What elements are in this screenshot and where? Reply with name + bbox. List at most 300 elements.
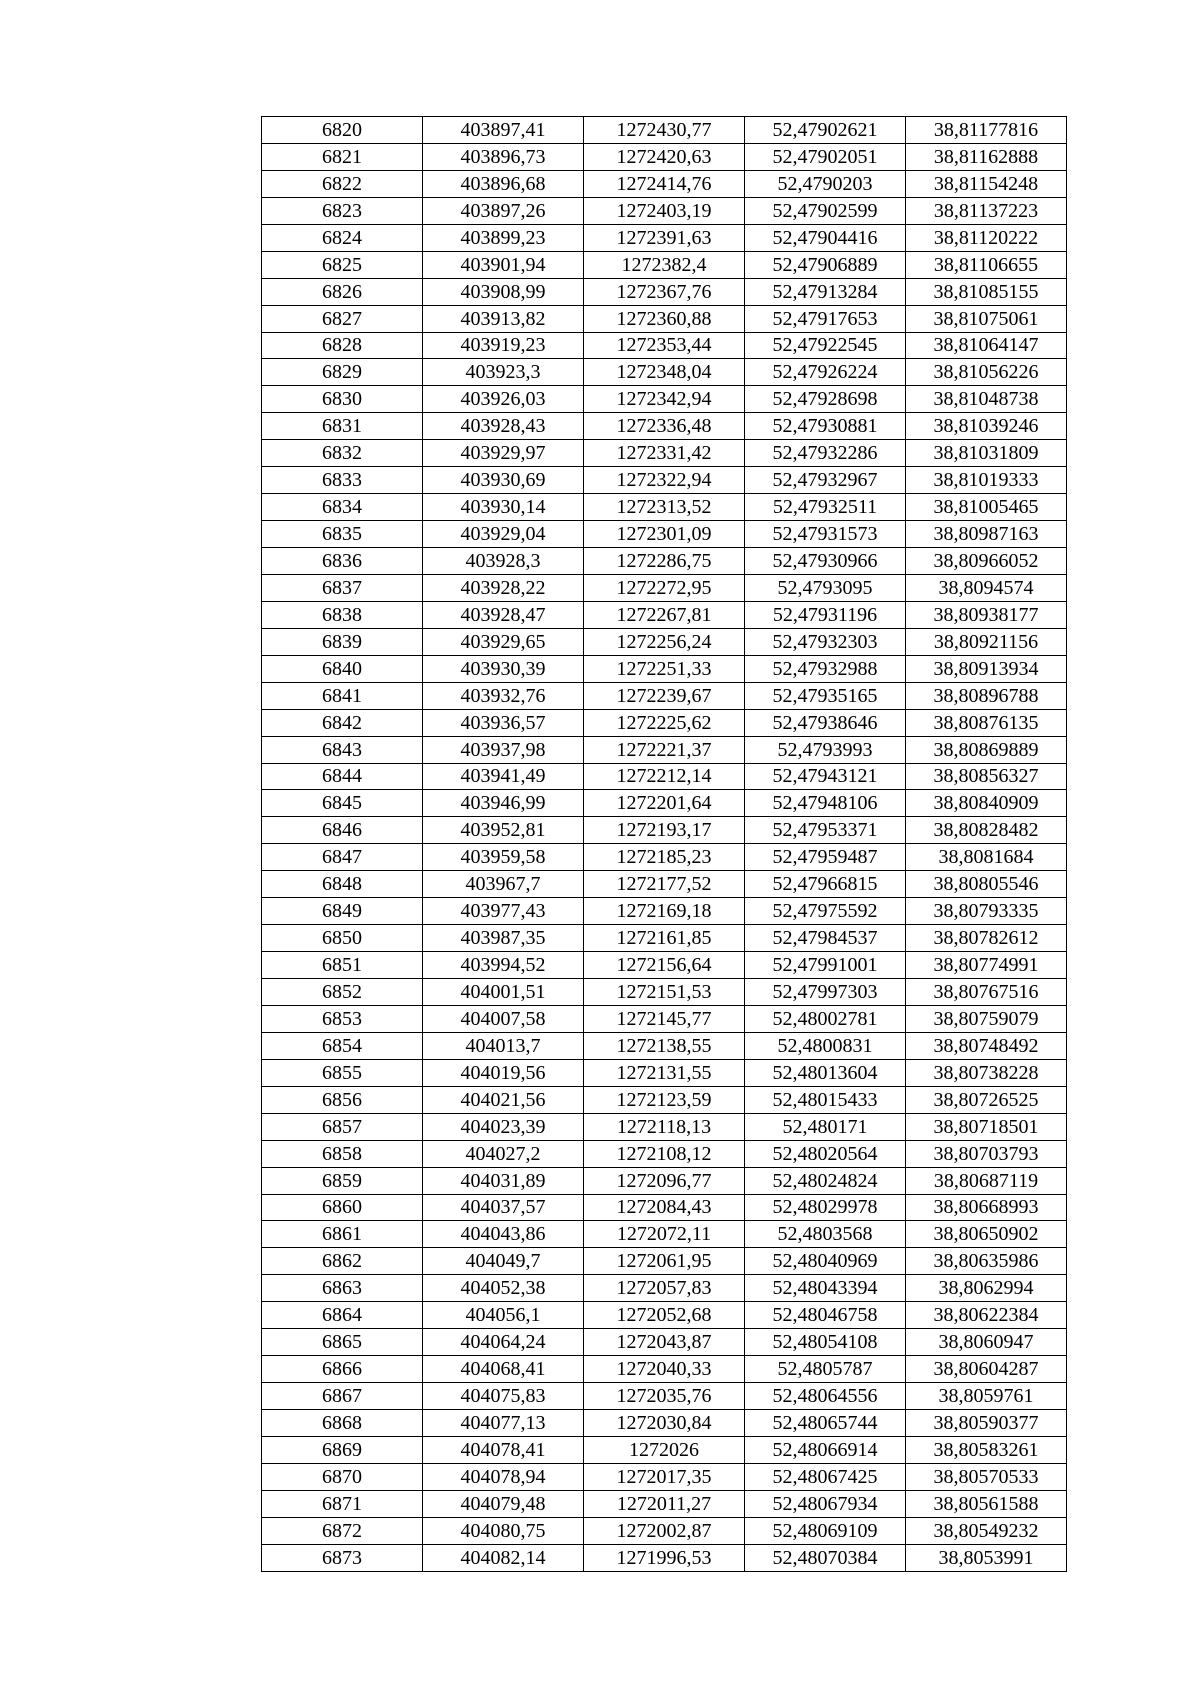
point-number-cell: 6870	[262, 1463, 423, 1490]
longitude-cell: 38,80840909	[906, 790, 1067, 817]
point-number-cell: 6871	[262, 1490, 423, 1517]
longitude-cell: 38,80938177	[906, 601, 1067, 628]
latitude-cell: 52,4800831	[745, 1032, 906, 1059]
longitude-cell: 38,80774991	[906, 952, 1067, 979]
y-coordinate-cell: 1272084,43	[584, 1194, 745, 1221]
y-coordinate-cell: 1272360,88	[584, 305, 745, 332]
table-row	[262, 1194, 1067, 1221]
table-row	[262, 548, 1067, 575]
x-coordinate-cell: 403994,52	[423, 952, 584, 979]
x-coordinate-cell: 404027,2	[423, 1140, 584, 1167]
y-coordinate-cell: 1272123,59	[584, 1086, 745, 1113]
x-coordinate-cell: 403926,03	[423, 386, 584, 413]
table-row	[262, 1517, 1067, 1544]
table-row	[262, 170, 1067, 197]
table-row	[262, 1086, 1067, 1113]
y-coordinate-cell: 1272052,68	[584, 1302, 745, 1329]
point-number-cell: 6866	[262, 1356, 423, 1383]
point-number-cell: 6847	[262, 844, 423, 871]
point-number-cell: 6845	[262, 790, 423, 817]
point-number-cell: 6873	[262, 1544, 423, 1571]
table-row	[262, 763, 1067, 790]
point-number-cell: 6858	[262, 1140, 423, 1167]
y-coordinate-cell: 1272201,64	[584, 790, 745, 817]
latitude-cell: 52,48013604	[745, 1059, 906, 1086]
longitude-cell: 38,81085155	[906, 278, 1067, 305]
point-number-cell: 6859	[262, 1167, 423, 1194]
point-number-cell: 6854	[262, 1032, 423, 1059]
table-row	[262, 709, 1067, 736]
point-number-cell: 6855	[262, 1059, 423, 1086]
point-number-cell: 6838	[262, 601, 423, 628]
x-coordinate-cell: 404049,7	[423, 1248, 584, 1275]
x-coordinate-cell: 403913,82	[423, 305, 584, 332]
latitude-cell: 52,47913284	[745, 278, 906, 305]
longitude-cell: 38,81120222	[906, 224, 1067, 251]
latitude-cell: 52,47902599	[745, 197, 906, 224]
latitude-cell: 52,48066914	[745, 1436, 906, 1463]
latitude-cell: 52,47931573	[745, 521, 906, 548]
longitude-cell: 38,80856327	[906, 763, 1067, 790]
x-coordinate-cell: 403952,81	[423, 817, 584, 844]
latitude-cell: 52,47906889	[745, 251, 906, 278]
table-row	[262, 521, 1067, 548]
latitude-cell: 52,47926224	[745, 359, 906, 386]
longitude-cell: 38,80650902	[906, 1221, 1067, 1248]
latitude-cell: 52,47932988	[745, 655, 906, 682]
point-number-cell: 6837	[262, 574, 423, 601]
x-coordinate-cell: 404078,41	[423, 1436, 584, 1463]
point-number-cell: 6850	[262, 925, 423, 952]
latitude-cell: 52,47931196	[745, 601, 906, 628]
table-row	[262, 224, 1067, 251]
table-row	[262, 1248, 1067, 1275]
latitude-cell: 52,48064556	[745, 1383, 906, 1410]
table-row	[262, 1490, 1067, 1517]
table-row	[262, 1113, 1067, 1140]
latitude-cell: 52,47943121	[745, 763, 906, 790]
point-number-cell: 6842	[262, 709, 423, 736]
point-number-cell: 6825	[262, 251, 423, 278]
latitude-cell: 52,48002781	[745, 1005, 906, 1032]
x-coordinate-cell: 404075,83	[423, 1383, 584, 1410]
x-coordinate-cell: 403897,41	[423, 117, 584, 144]
latitude-cell: 52,47966815	[745, 871, 906, 898]
longitude-cell: 38,80828482	[906, 817, 1067, 844]
longitude-cell: 38,80921156	[906, 628, 1067, 655]
point-number-cell: 6852	[262, 979, 423, 1006]
longitude-cell: 38,8060947	[906, 1329, 1067, 1356]
table-row	[262, 817, 1067, 844]
x-coordinate-cell: 404077,13	[423, 1410, 584, 1437]
table-row	[262, 574, 1067, 601]
x-coordinate-cell: 403987,35	[423, 925, 584, 952]
x-coordinate-cell: 404031,89	[423, 1167, 584, 1194]
y-coordinate-cell: 1272185,23	[584, 844, 745, 871]
longitude-cell: 38,80604287	[906, 1356, 1067, 1383]
point-number-cell: 6860	[262, 1194, 423, 1221]
table-row	[262, 898, 1067, 925]
longitude-cell: 38,80622384	[906, 1302, 1067, 1329]
latitude-cell: 52,47917653	[745, 305, 906, 332]
x-coordinate-cell: 403930,39	[423, 655, 584, 682]
point-number-cell: 6864	[262, 1302, 423, 1329]
latitude-cell: 52,47953371	[745, 817, 906, 844]
point-number-cell: 6872	[262, 1517, 423, 1544]
point-number-cell: 6856	[262, 1086, 423, 1113]
longitude-cell: 38,80805546	[906, 871, 1067, 898]
longitude-cell: 38,80703793	[906, 1140, 1067, 1167]
longitude-cell: 38,80876135	[906, 709, 1067, 736]
x-coordinate-cell: 404078,94	[423, 1463, 584, 1490]
x-coordinate-cell: 403897,26	[423, 197, 584, 224]
y-coordinate-cell: 1272017,35	[584, 1463, 745, 1490]
x-coordinate-cell: 403923,3	[423, 359, 584, 386]
latitude-cell: 52,48015433	[745, 1086, 906, 1113]
y-coordinate-cell: 1272391,63	[584, 224, 745, 251]
x-coordinate-cell: 403896,73	[423, 143, 584, 170]
longitude-cell: 38,81056226	[906, 359, 1067, 386]
y-coordinate-cell: 1272030,84	[584, 1410, 745, 1437]
longitude-cell: 38,8059761	[906, 1383, 1067, 1410]
point-number-cell: 6841	[262, 682, 423, 709]
latitude-cell: 52,47997303	[745, 979, 906, 1006]
longitude-cell: 38,81106655	[906, 251, 1067, 278]
x-coordinate-cell: 403936,57	[423, 709, 584, 736]
point-number-cell: 6851	[262, 952, 423, 979]
y-coordinate-cell: 1272322,94	[584, 467, 745, 494]
longitude-cell: 38,80561588	[906, 1490, 1067, 1517]
latitude-cell: 52,4803568	[745, 1221, 906, 1248]
x-coordinate-cell: 403901,94	[423, 251, 584, 278]
latitude-cell: 52,47930966	[745, 548, 906, 575]
longitude-cell: 38,80687119	[906, 1167, 1067, 1194]
longitude-cell: 38,80726525	[906, 1086, 1067, 1113]
y-coordinate-cell: 1272035,76	[584, 1383, 745, 1410]
x-coordinate-cell: 404082,14	[423, 1544, 584, 1571]
latitude-cell: 52,4790203	[745, 170, 906, 197]
longitude-cell: 38,80869889	[906, 736, 1067, 763]
y-coordinate-cell: 1272043,87	[584, 1329, 745, 1356]
latitude-cell: 52,47932286	[745, 440, 906, 467]
table-row	[262, 790, 1067, 817]
latitude-cell: 52,47904416	[745, 224, 906, 251]
y-coordinate-cell: 1272057,83	[584, 1275, 745, 1302]
longitude-cell: 38,81075061	[906, 305, 1067, 332]
longitude-cell: 38,80549232	[906, 1517, 1067, 1544]
table-row	[262, 736, 1067, 763]
x-coordinate-cell: 403930,14	[423, 494, 584, 521]
x-coordinate-cell: 404007,58	[423, 1005, 584, 1032]
y-coordinate-cell: 1272251,33	[584, 655, 745, 682]
latitude-cell: 52,48070384	[745, 1544, 906, 1571]
x-coordinate-cell: 404037,57	[423, 1194, 584, 1221]
y-coordinate-cell: 1272367,76	[584, 278, 745, 305]
longitude-cell: 38,81048738	[906, 386, 1067, 413]
point-number-cell: 6823	[262, 197, 423, 224]
table-row	[262, 628, 1067, 655]
x-coordinate-cell: 404021,56	[423, 1086, 584, 1113]
longitude-cell: 38,8062994	[906, 1275, 1067, 1302]
point-number-cell: 6829	[262, 359, 423, 386]
y-coordinate-cell: 1272118,13	[584, 1113, 745, 1140]
y-coordinate-cell: 1272342,94	[584, 386, 745, 413]
table-row	[262, 925, 1067, 952]
y-coordinate-cell: 1272138,55	[584, 1032, 745, 1059]
y-coordinate-cell: 1272420,63	[584, 143, 745, 170]
point-number-cell: 6844	[262, 763, 423, 790]
point-number-cell: 6849	[262, 898, 423, 925]
y-coordinate-cell: 1272156,64	[584, 952, 745, 979]
table-row	[262, 1140, 1067, 1167]
table-row	[262, 305, 1067, 332]
point-number-cell: 6863	[262, 1275, 423, 1302]
table-row	[262, 1221, 1067, 1248]
y-coordinate-cell: 1272414,76	[584, 170, 745, 197]
y-coordinate-cell: 1272212,14	[584, 763, 745, 790]
table-row	[262, 1329, 1067, 1356]
y-coordinate-cell: 1272061,95	[584, 1248, 745, 1275]
y-coordinate-cell: 1272169,18	[584, 898, 745, 925]
y-coordinate-cell: 1272353,44	[584, 332, 745, 359]
point-number-cell: 6840	[262, 655, 423, 682]
table-row	[262, 1005, 1067, 1032]
table-row	[262, 332, 1067, 359]
table-row	[262, 1059, 1067, 1086]
table-row	[262, 1167, 1067, 1194]
table-row	[262, 440, 1067, 467]
x-coordinate-cell: 404064,24	[423, 1329, 584, 1356]
x-coordinate-cell: 403928,22	[423, 574, 584, 601]
table-row	[262, 386, 1067, 413]
longitude-cell: 38,80896788	[906, 682, 1067, 709]
table-row	[262, 1410, 1067, 1437]
latitude-cell: 52,47932303	[745, 628, 906, 655]
y-coordinate-cell: 1272002,87	[584, 1517, 745, 1544]
y-coordinate-cell: 1272313,52	[584, 494, 745, 521]
latitude-cell: 52,47902621	[745, 117, 906, 144]
table-row	[262, 1383, 1067, 1410]
point-number-cell: 6865	[262, 1329, 423, 1356]
point-number-cell: 6828	[262, 332, 423, 359]
x-coordinate-cell: 403928,43	[423, 413, 584, 440]
y-coordinate-cell: 1272348,04	[584, 359, 745, 386]
latitude-cell: 52,47922545	[745, 332, 906, 359]
y-coordinate-cell: 1272161,85	[584, 925, 745, 952]
latitude-cell: 52,47928698	[745, 386, 906, 413]
table-row	[262, 1302, 1067, 1329]
x-coordinate-cell: 403930,69	[423, 467, 584, 494]
table-row	[262, 251, 1067, 278]
x-coordinate-cell: 403946,99	[423, 790, 584, 817]
longitude-cell: 38,80987163	[906, 521, 1067, 548]
y-coordinate-cell: 1272382,4	[584, 251, 745, 278]
x-coordinate-cell: 403896,68	[423, 170, 584, 197]
table-row	[262, 413, 1067, 440]
longitude-cell: 38,81162888	[906, 143, 1067, 170]
point-number-cell: 6821	[262, 143, 423, 170]
point-number-cell: 6868	[262, 1410, 423, 1437]
table-row	[262, 844, 1067, 871]
x-coordinate-cell: 404080,75	[423, 1517, 584, 1544]
y-coordinate-cell: 1272301,09	[584, 521, 745, 548]
latitude-cell: 52,47930881	[745, 413, 906, 440]
longitude-cell: 38,8081684	[906, 844, 1067, 871]
longitude-cell: 38,80793335	[906, 898, 1067, 925]
y-coordinate-cell: 1272239,67	[584, 682, 745, 709]
point-number-cell: 6869	[262, 1436, 423, 1463]
table-row	[262, 117, 1067, 144]
longitude-cell: 38,81177816	[906, 117, 1067, 144]
point-number-cell: 6822	[262, 170, 423, 197]
y-coordinate-cell: 1272193,17	[584, 817, 745, 844]
latitude-cell: 52,48043394	[745, 1275, 906, 1302]
latitude-cell: 52,47975592	[745, 898, 906, 925]
latitude-cell: 52,47935165	[745, 682, 906, 709]
latitude-cell: 52,47932511	[745, 494, 906, 521]
longitude-cell: 38,81154248	[906, 170, 1067, 197]
longitude-cell: 38,81137223	[906, 197, 1067, 224]
latitude-cell: 52,48029978	[745, 1194, 906, 1221]
longitude-cell: 38,80748492	[906, 1032, 1067, 1059]
x-coordinate-cell: 404079,48	[423, 1490, 584, 1517]
table-row	[262, 979, 1067, 1006]
longitude-cell: 38,8094574	[906, 574, 1067, 601]
x-coordinate-cell: 404013,7	[423, 1032, 584, 1059]
latitude-cell: 52,480171	[745, 1113, 906, 1140]
x-coordinate-cell: 403929,65	[423, 628, 584, 655]
longitude-cell: 38,81019333	[906, 467, 1067, 494]
latitude-cell: 52,47948106	[745, 790, 906, 817]
point-number-cell: 6843	[262, 736, 423, 763]
point-number-cell: 6820	[262, 117, 423, 144]
latitude-cell: 52,4793095	[745, 574, 906, 601]
longitude-cell: 38,81031809	[906, 440, 1067, 467]
longitude-cell: 38,80718501	[906, 1113, 1067, 1140]
table-row	[262, 494, 1067, 521]
x-coordinate-cell: 404043,86	[423, 1221, 584, 1248]
table-row	[262, 601, 1067, 628]
table-row	[262, 467, 1067, 494]
latitude-cell: 52,48065744	[745, 1410, 906, 1437]
x-coordinate-cell: 403977,43	[423, 898, 584, 925]
longitude-cell: 38,80782612	[906, 925, 1067, 952]
x-coordinate-cell: 403928,47	[423, 601, 584, 628]
table-row	[262, 1544, 1067, 1571]
point-number-cell: 6836	[262, 548, 423, 575]
y-coordinate-cell: 1272225,62	[584, 709, 745, 736]
y-coordinate-cell: 1272131,55	[584, 1059, 745, 1086]
latitude-cell: 52,48046758	[745, 1302, 906, 1329]
point-number-cell: 6839	[262, 628, 423, 655]
x-coordinate-cell: 404052,38	[423, 1275, 584, 1302]
longitude-cell: 38,80590377	[906, 1410, 1067, 1437]
y-coordinate-cell: 1272096,77	[584, 1167, 745, 1194]
table-row	[262, 359, 1067, 386]
table-row	[262, 871, 1067, 898]
x-coordinate-cell: 403908,99	[423, 278, 584, 305]
point-number-cell: 6857	[262, 1113, 423, 1140]
y-coordinate-cell: 1272430,77	[584, 117, 745, 144]
longitude-cell: 38,80966052	[906, 548, 1067, 575]
point-number-cell: 6862	[262, 1248, 423, 1275]
point-number-cell: 6835	[262, 521, 423, 548]
y-coordinate-cell: 1272256,24	[584, 628, 745, 655]
longitude-cell: 38,80583261	[906, 1436, 1067, 1463]
point-number-cell: 6832	[262, 440, 423, 467]
point-number-cell: 6830	[262, 386, 423, 413]
longitude-cell: 38,80767516	[906, 979, 1067, 1006]
longitude-cell: 38,80738228	[906, 1059, 1067, 1086]
table-row	[262, 1436, 1067, 1463]
latitude-cell: 52,48069109	[745, 1517, 906, 1544]
y-coordinate-cell: 1272151,53	[584, 979, 745, 1006]
x-coordinate-cell: 403929,04	[423, 521, 584, 548]
table-row	[262, 143, 1067, 170]
longitude-cell: 38,81064147	[906, 332, 1067, 359]
y-coordinate-cell: 1272026	[584, 1436, 745, 1463]
y-coordinate-cell: 1272145,77	[584, 1005, 745, 1032]
x-coordinate-cell: 404068,41	[423, 1356, 584, 1383]
latitude-cell: 52,48067934	[745, 1490, 906, 1517]
x-coordinate-cell: 403899,23	[423, 224, 584, 251]
table-row	[262, 1356, 1067, 1383]
x-coordinate-cell: 403937,98	[423, 736, 584, 763]
point-number-cell: 6834	[262, 494, 423, 521]
latitude-cell: 52,47938646	[745, 709, 906, 736]
latitude-cell: 52,47932967	[745, 467, 906, 494]
longitude-cell: 38,80570533	[906, 1463, 1067, 1490]
point-number-cell: 6827	[262, 305, 423, 332]
coordinates-table	[261, 116, 1067, 1572]
longitude-cell: 38,80913934	[906, 655, 1067, 682]
y-coordinate-cell: 1272272,95	[584, 574, 745, 601]
point-number-cell: 6848	[262, 871, 423, 898]
table-row	[262, 682, 1067, 709]
latitude-cell: 52,48024824	[745, 1167, 906, 1194]
table-row	[262, 952, 1067, 979]
latitude-cell: 52,4805787	[745, 1356, 906, 1383]
table-row	[262, 1463, 1067, 1490]
table-row	[262, 1275, 1067, 1302]
y-coordinate-cell: 1272267,81	[584, 601, 745, 628]
latitude-cell: 52,48067425	[745, 1463, 906, 1490]
latitude-cell: 52,48020564	[745, 1140, 906, 1167]
x-coordinate-cell: 404023,39	[423, 1113, 584, 1140]
x-coordinate-cell: 403928,3	[423, 548, 584, 575]
point-number-cell: 6867	[262, 1383, 423, 1410]
y-coordinate-cell: 1272040,33	[584, 1356, 745, 1383]
longitude-cell: 38,81005465	[906, 494, 1067, 521]
point-number-cell: 6826	[262, 278, 423, 305]
point-number-cell: 6831	[262, 413, 423, 440]
y-coordinate-cell: 1272011,27	[584, 1490, 745, 1517]
x-coordinate-cell: 403959,58	[423, 844, 584, 871]
y-coordinate-cell: 1272286,75	[584, 548, 745, 575]
y-coordinate-cell: 1272072,11	[584, 1221, 745, 1248]
latitude-cell: 52,4793993	[745, 736, 906, 763]
point-number-cell: 6833	[262, 467, 423, 494]
x-coordinate-cell: 403941,49	[423, 763, 584, 790]
longitude-cell: 38,8053991	[906, 1544, 1067, 1571]
latitude-cell: 52,47959487	[745, 844, 906, 871]
y-coordinate-cell: 1271996,53	[584, 1544, 745, 1571]
latitude-cell: 52,47991001	[745, 952, 906, 979]
table-row	[262, 278, 1067, 305]
table-row	[262, 197, 1067, 224]
x-coordinate-cell: 403919,23	[423, 332, 584, 359]
latitude-cell: 52,47902051	[745, 143, 906, 170]
